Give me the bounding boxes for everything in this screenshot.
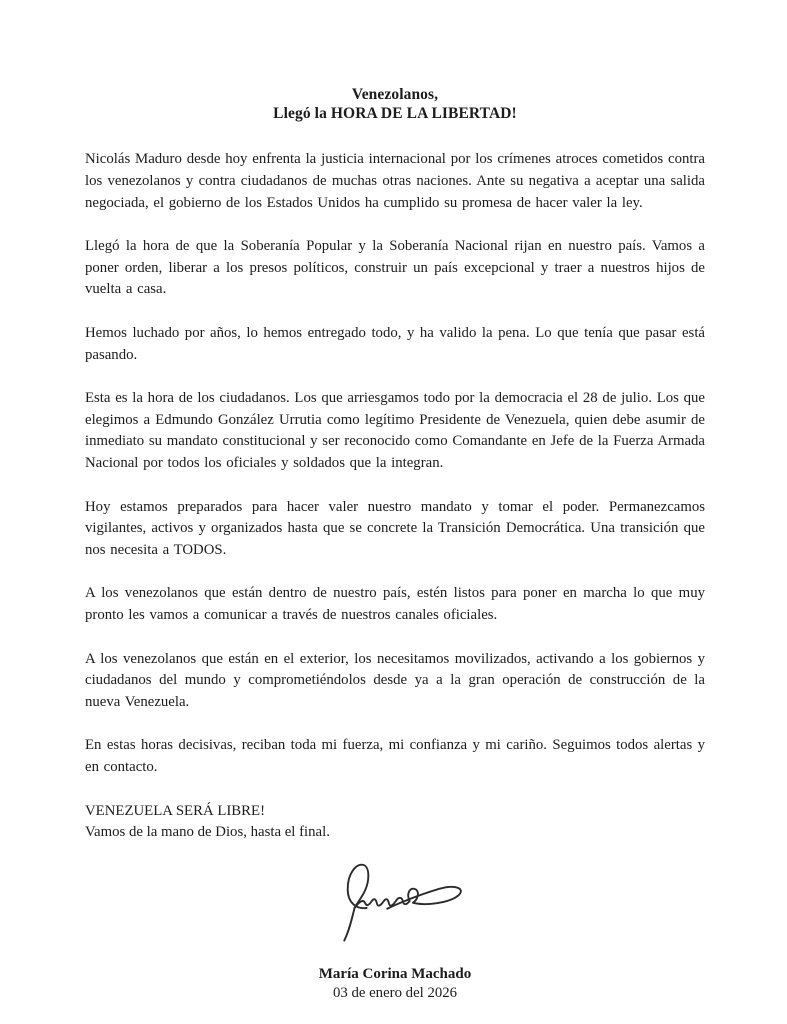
paragraph-3: Hemos luchado por años, lo hemos entregado todo, y ha valido la pena. Lo que tenía que pasar está pasando. bbox=[85, 324, 705, 363]
letter-title bbox=[85, 85, 705, 123]
signature-date: 03 de enero del 2026 bbox=[332, 985, 458, 1002]
paragraph-1: Nicolás Maduro desde hoy enfrenta la justicia internacional por los crímenes atroces cometidos contra los venezolanos y contra ciudadanos de muchas otras naciones. Ante su negativa a aceptar una salida negociada, el gobierno de los Estados Unidos ha cumplido su promesa de hacer valer la ley. bbox=[85, 151, 705, 211]
paragraph-2: Llegó la hora de que la Soberanía Popular y la Soberanía Nacional rijan en nuestro país. Vamos a poner orden, liberar a los presos políticos, construir un país excepcional y traer a nuestros hijos de vuelta a casa. bbox=[85, 237, 705, 298]
paragraph-5: Hoy estamos preparados para hacer valer nuestro mandato y tomar el poder. Permanezcamos vigilantes, activos y organizados hasta que se concrete la Transición Democrática. Una transición que nos necesita a TODOS. bbox=[85, 498, 705, 559]
paragraph-8: En estas horas decisivas, reciban toda mi fuerza, mi confianza y mi cariño. Seguimos todos alertas y en contacto. bbox=[85, 737, 705, 776]
handwritten-signature-icon bbox=[300, 858, 490, 944]
letter-body bbox=[85, 149, 705, 779]
paragraph-7: A los venezolanos que están en el exterior, los necesitamos movilizados, activando a los gobiernos y ciudadanos del mundo y comprometiéndolos desde ya a la gran operación de construcción de la nueva Venezuela. bbox=[85, 650, 705, 711]
paragraph-4: Esta es la hora de los ciudadanos. Los que arriesgamos todo por la democracia el 28 de julio. Los que elegimos a Edmundo González Urrutia como legítimo Presidente de Venezuela, quien debe asumir de inmediato su mandato constitucional y ser reconocido como Comandante en Jefe de la Fuerza Armada Nacional por todos los oficiales y soldados que la integran. bbox=[85, 389, 705, 472]
title-salutation: Venezolanos, bbox=[351, 86, 439, 103]
paragraph-6: A los venezolanos que están dentro de nuestro país, estén listos para poner en marcha lo que muy pronto les vamos a comunicar a través de nuestros canales oficiales. bbox=[85, 585, 705, 624]
closing-farewell: Vamos de la mano de Dios, hasta el final. bbox=[85, 824, 330, 841]
signoff-block bbox=[85, 965, 705, 1003]
title-headline: Llegó la HORA DE LA LIBERTAD! bbox=[273, 105, 517, 122]
signature-block bbox=[85, 858, 705, 949]
closing-slogan: VENEZUELA SERÁ LIBRE! bbox=[85, 802, 266, 819]
closing-block bbox=[85, 801, 705, 845]
signer-name: María Corina Machado bbox=[318, 966, 472, 983]
